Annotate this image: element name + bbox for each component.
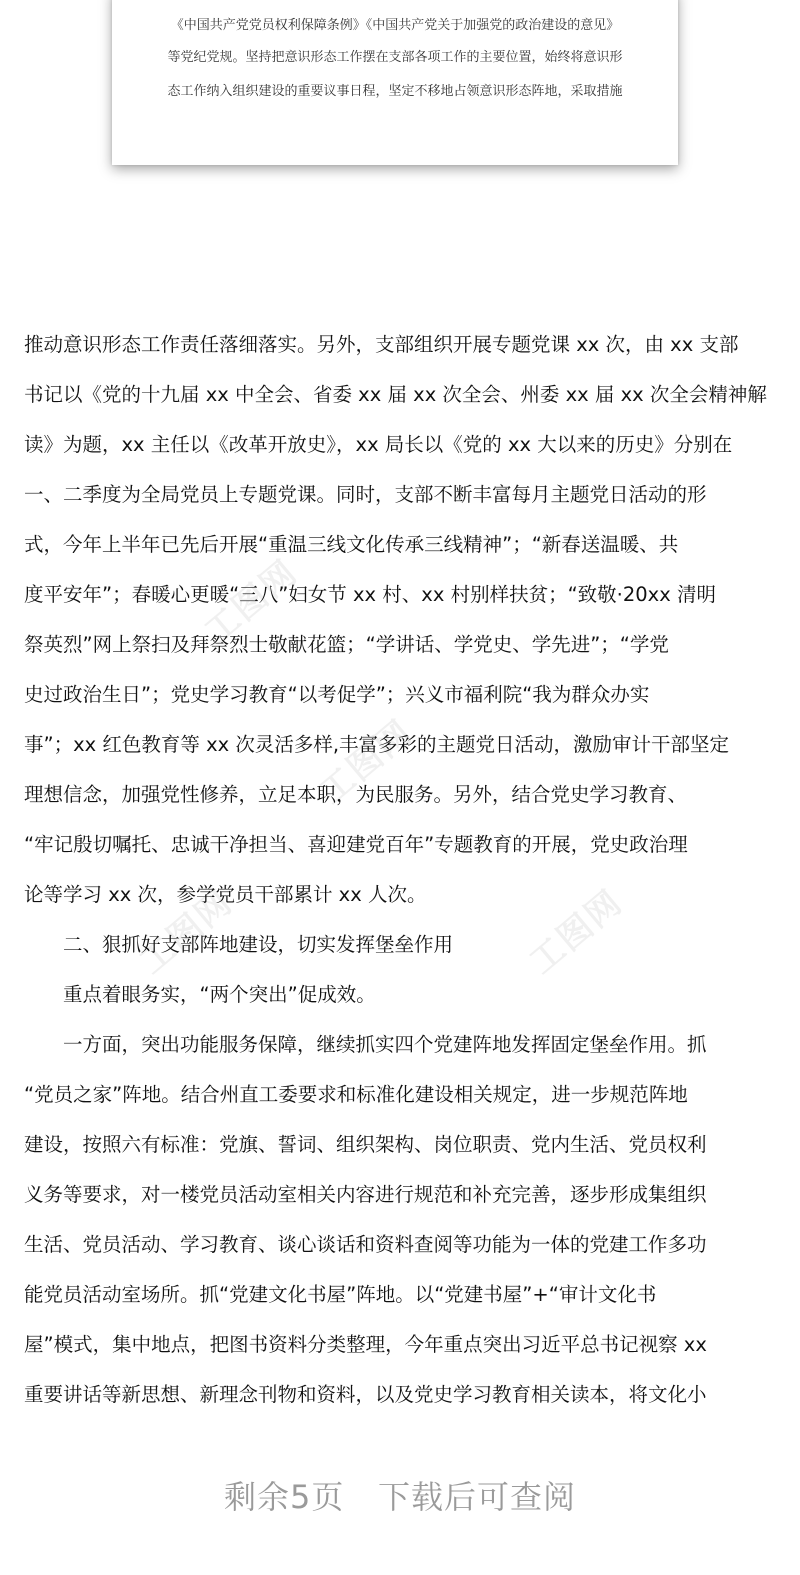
preview-text-line: 态工作纳入组织建设的重要议事日程，坚定不移地占领意识形态阵地，采取措施: [167, 84, 623, 99]
body-text-line: 一方面，突出功能服务保障，继续抓实四个党建阵地发挥固定堡垒作用。抓: [63, 1033, 707, 1056]
body-text-line: 重要讲话等新思想、新理念刊物和资料，以及党史学习教育相关读本，将文化小: [24, 1383, 707, 1406]
body-text-line: 读》为题，xx 主任以《改革开放史》，xx 局长以《党的 xx 大以来的历史》分别在: [24, 433, 733, 456]
preview-text-line: 《中国共产党党员权利保障条例》《中国共产党关于加强党的政治建设的意见》: [170, 18, 620, 33]
watermark: 工图网: [132, 882, 241, 983]
preview-text-line: 等党纪党规。坚持把意识形态工作摆在支部各项工作的主要位置，始终将意识形: [167, 50, 623, 65]
section-heading: 二、狠抓好支部阵地建设，切实发挥堡垒作用: [63, 933, 454, 956]
body-text-line: 理想信念，加强党性修养，立足本职，为民服务。另外，结合党史学习教育、: [24, 783, 688, 806]
body-text-line: 祭英烈”网上祭扫及拜祭烈士敬献花篮；“学讲话、学党史、学先进”；“学党: [24, 633, 669, 656]
body-text-line: 度平安年”；春暖心更暖“三八”妇女节 xx 村、xx 村别样扶贫；“致敬·20xx 清明: [24, 583, 716, 606]
body-text-line: 式，今年上半年已先后开展“重温三线文化传承三线精神”；“新春送温暖、共: [24, 533, 679, 556]
body-text-line: “牢记殷切嘱托、忠诚干净担当、喜迎建党百年”专题教育的开展，党史政治理: [24, 833, 688, 856]
body-text-line: “党员之家”阵地。结合州直工委要求和标准化建设相关规定，进一步规范阵地: [24, 1083, 688, 1106]
document-preview-card: [112, 0, 678, 165]
body-text-line: 一、二季度为全局党员上专题党课。同时，支部不断丰富每月主题党日活动的形: [24, 483, 707, 506]
watermark: 工图网: [522, 882, 631, 983]
body-text-line: 论等学习 xx 次，参学党员干部累计 xx 人次。: [24, 883, 427, 906]
body-text-line: 史过政治生日”；党史学习教育“以考促学”；兴义市福利院“我为群众办实: [24, 683, 650, 706]
body-text-line: 重点着眼务实，“两个突出”促成效。: [63, 983, 376, 1006]
watermark: 工图网: [197, 552, 306, 653]
body-text-line: 生活、党员活动、学习教育、谈心谈话和资料查阅等功能为一体的党建工作多功: [24, 1233, 707, 1256]
body-text-line: 建设，按照六有标准：党旗、誓词、组织架构、岗位职责、党内生活、党员权利: [24, 1133, 707, 1156]
body-text-line: 书记以《党的十九届 xx 中全会、省委 xx 届 xx 次全会、州委 xx 届 xx 次全会精神解: [24, 383, 767, 406]
download-hint-label: 下载后可查阅: [377, 1478, 576, 1516]
body-text-line: 推动意识形态工作责任落细落实。另外，支部组织开展专题党课 xx 次，由 xx 支部: [24, 333, 739, 356]
remaining-pages-notice[interactable]: [0, 1472, 800, 1518]
body-text-line: 义务等要求，对一楼党员活动室相关内容进行规范和补充完善，逐步形成集组织: [24, 1183, 707, 1206]
body-text-line: 屋”模式，集中地点，把图书资料分类整理，今年重点突出习近平总书记视察 xx: [24, 1333, 707, 1356]
remaining-pages-label: 剩余5页: [224, 1478, 345, 1516]
watermark: 工图网: [312, 712, 421, 813]
body-text-line: 事”；xx 红色教育等 xx 次灵活多样,丰富多彩的主题党日活动，激励审计干部坚定: [24, 733, 730, 756]
body-text-line: 能党员活动室场所。抓“党建文化书屋”阵地。以“党建书屋”+“审计文化书: [24, 1283, 657, 1306]
